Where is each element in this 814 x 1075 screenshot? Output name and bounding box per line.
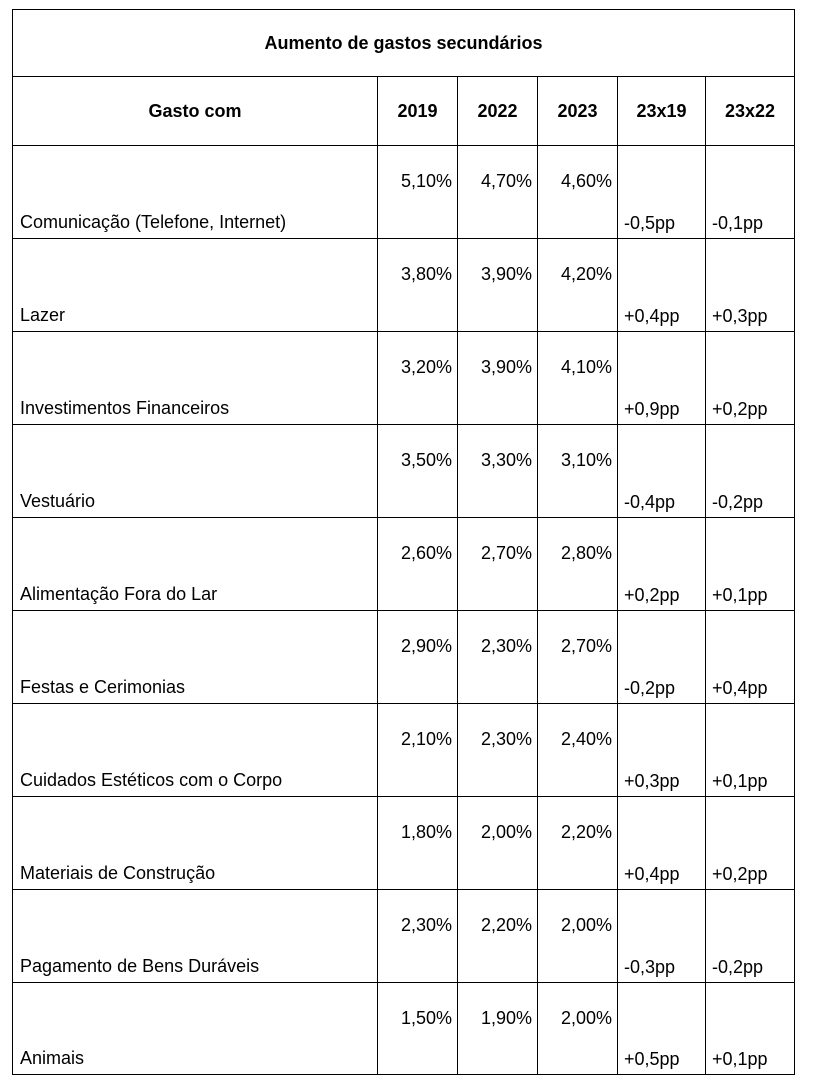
value-2022: 4,70% bbox=[458, 146, 538, 239]
value-2022: 3,90% bbox=[458, 239, 538, 332]
row-label: Comunicação (Telefone, Internet) bbox=[13, 146, 378, 239]
diff-23x19: +0,5pp bbox=[618, 983, 706, 1075]
value-2019: 5,10% bbox=[378, 146, 458, 239]
value-2023: 2,40% bbox=[538, 704, 618, 797]
diff-23x22: +0,3pp bbox=[706, 239, 795, 332]
table-row bbox=[13, 239, 795, 332]
diff-23x19: +0,4pp bbox=[618, 797, 706, 890]
expenses-table bbox=[12, 9, 795, 1075]
row-label: Investimentos Financeiros bbox=[13, 332, 378, 425]
table-row bbox=[13, 425, 795, 518]
row-label: Alimentação Fora do Lar bbox=[13, 518, 378, 611]
row-label: Festas e Cerimonias bbox=[13, 611, 378, 704]
table-row bbox=[13, 704, 795, 797]
value-2022: 2,30% bbox=[458, 611, 538, 704]
row-label: Animais bbox=[13, 983, 378, 1075]
table-row bbox=[13, 518, 795, 611]
diff-23x19: -0,4pp bbox=[618, 425, 706, 518]
value-2023: 4,20% bbox=[538, 239, 618, 332]
header-2019: 2019 bbox=[378, 77, 458, 146]
diff-23x19: -0,2pp bbox=[618, 611, 706, 704]
value-2019: 2,60% bbox=[378, 518, 458, 611]
diff-23x19: +0,3pp bbox=[618, 704, 706, 797]
value-2022: 2,70% bbox=[458, 518, 538, 611]
row-label: Vestuário bbox=[13, 425, 378, 518]
diff-23x22: -0,2pp bbox=[706, 890, 795, 983]
table-row bbox=[13, 611, 795, 704]
value-2022: 2,30% bbox=[458, 704, 538, 797]
row-label: Materiais de Construção bbox=[13, 797, 378, 890]
table-row bbox=[13, 797, 795, 890]
diff-23x22: +0,4pp bbox=[706, 611, 795, 704]
value-2023: 2,00% bbox=[538, 983, 618, 1075]
table-title: Aumento de gastos secundários bbox=[13, 10, 795, 77]
value-2023: 2,70% bbox=[538, 611, 618, 704]
row-label: Cuidados Estéticos com o Corpo bbox=[13, 704, 378, 797]
diff-23x22: +0,2pp bbox=[706, 332, 795, 425]
diff-23x19: -0,3pp bbox=[618, 890, 706, 983]
header-gasto-com: Gasto com bbox=[13, 77, 378, 146]
value-2023: 4,60% bbox=[538, 146, 618, 239]
value-2023: 2,80% bbox=[538, 518, 618, 611]
diff-23x22: +0,2pp bbox=[706, 797, 795, 890]
value-2022: 3,90% bbox=[458, 332, 538, 425]
value-2022: 3,30% bbox=[458, 425, 538, 518]
value-2019: 3,80% bbox=[378, 239, 458, 332]
value-2023: 2,20% bbox=[538, 797, 618, 890]
header-row bbox=[13, 77, 795, 146]
diff-23x19: -0,5pp bbox=[618, 146, 706, 239]
table-row bbox=[13, 332, 795, 425]
value-2019: 3,50% bbox=[378, 425, 458, 518]
diff-23x22: +0,1pp bbox=[706, 983, 795, 1075]
header-23x22: 23x22 bbox=[706, 77, 795, 146]
diff-23x19: +0,4pp bbox=[618, 239, 706, 332]
table-row bbox=[13, 890, 795, 983]
value-2022: 2,00% bbox=[458, 797, 538, 890]
value-2019: 1,80% bbox=[378, 797, 458, 890]
diff-23x22: +0,1pp bbox=[706, 704, 795, 797]
value-2019: 2,90% bbox=[378, 611, 458, 704]
value-2023: 3,10% bbox=[538, 425, 618, 518]
value-2019: 2,10% bbox=[378, 704, 458, 797]
value-2019: 1,50% bbox=[378, 983, 458, 1075]
value-2019: 2,30% bbox=[378, 890, 458, 983]
value-2022: 1,90% bbox=[458, 983, 538, 1075]
table-row bbox=[13, 146, 795, 239]
value-2023: 4,10% bbox=[538, 332, 618, 425]
diff-23x22: -0,2pp bbox=[706, 425, 795, 518]
row-label: Pagamento de Bens Duráveis bbox=[13, 890, 378, 983]
header-23x19: 23x19 bbox=[618, 77, 706, 146]
diff-23x22: +0,1pp bbox=[706, 518, 795, 611]
table-row bbox=[13, 983, 795, 1075]
value-2022: 2,20% bbox=[458, 890, 538, 983]
table-title-row bbox=[13, 10, 795, 77]
header-2023: 2023 bbox=[538, 77, 618, 146]
diff-23x22: -0,1pp bbox=[706, 146, 795, 239]
diff-23x19: +0,9pp bbox=[618, 332, 706, 425]
row-label: Lazer bbox=[13, 239, 378, 332]
value-2023: 2,00% bbox=[538, 890, 618, 983]
value-2019: 3,20% bbox=[378, 332, 458, 425]
diff-23x19: +0,2pp bbox=[618, 518, 706, 611]
header-2022: 2022 bbox=[458, 77, 538, 146]
